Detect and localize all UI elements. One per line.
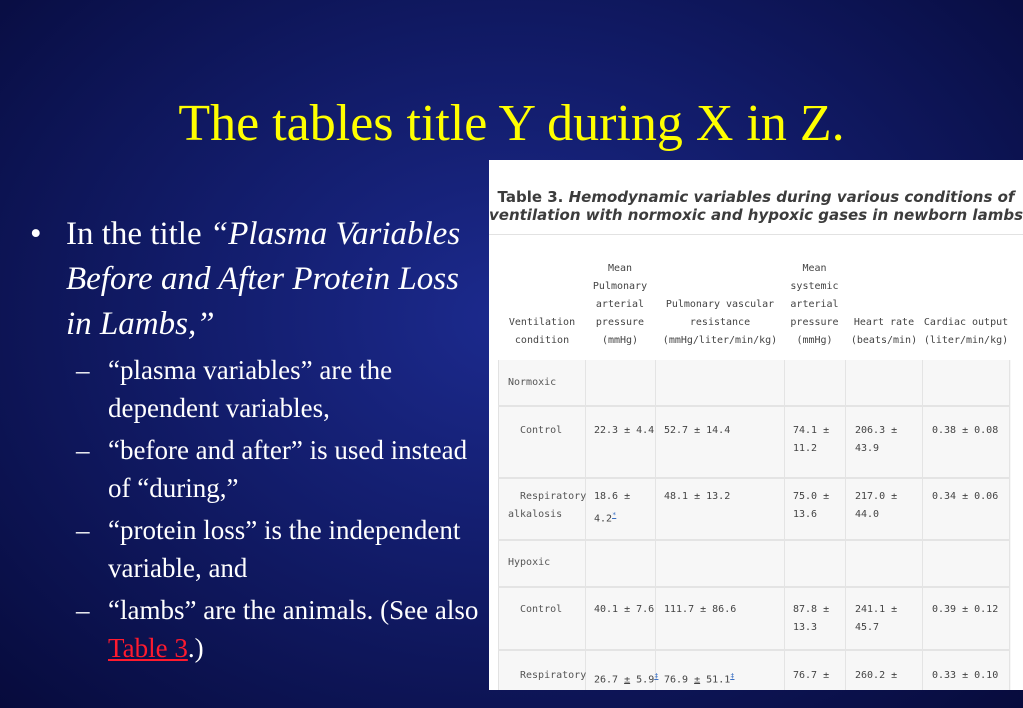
cell-heart-rate: 206.3 ± 43.9 [855, 425, 898, 454]
main-bullet-prefix: In the title [66, 216, 210, 252]
table-body [498, 360, 1011, 690]
dash-marker: – [76, 355, 90, 385]
row-divider [498, 539, 1010, 541]
sub-bullet [28, 351, 488, 427]
cell-heart-rate: 260.2 ± [855, 670, 898, 681]
cell-heart-rate: 217.0 ± 44.0 [855, 491, 898, 520]
row-label-respiratory: Respiratory [520, 670, 587, 681]
row-divider [498, 586, 1010, 588]
caption-divider [489, 234, 1023, 235]
column-header-vascular-resistance: Pulmonary vascular resistance (mmHg/liter/min/kg) [662, 299, 778, 346]
dash-marker: – [76, 595, 90, 625]
table-3-link[interactable]: Table 3 [108, 633, 188, 663]
sub-bullet-text: “plasma variables” are the dependent variables, [108, 355, 393, 423]
table-screenshot [489, 160, 1023, 690]
cell-pulmonary-pressure: 26.7 ± 5.9‡ [594, 672, 659, 686]
dash-marker: – [76, 515, 90, 545]
column-header-ventilation: Ventilation condition [508, 317, 576, 346]
cell-vascular-resistance: 111.7 ± 86.6 [664, 604, 737, 615]
row-divider [498, 405, 1010, 407]
column-divider [654, 360, 659, 690]
column-divider [845, 360, 846, 690]
sub-bullet-text: “protein loss” is the independent variable, and [108, 515, 461, 583]
cell-systemic-pressure: 75.0 ± 13.6 [793, 491, 830, 520]
column-header-heart-rate: Heart rate (beats/min) [850, 317, 918, 346]
cell-vascular-resistance: 48.1 ± 13.2 [664, 491, 731, 502]
sub-bullet [28, 511, 488, 587]
cell-systemic-pressure: 74.1 ± 11.2 [793, 425, 830, 454]
sub-bullet-text: “before and after” is used instead of “during,” [108, 435, 468, 503]
column-header-cardiac-output: Cardiac output (liter/min/kg) [923, 317, 1009, 346]
cell-cardiac-output: 0.39 ± 0.12 [932, 604, 999, 615]
main-bullet-title-quote: “Plasma Variables Before and After Protein Loss in Lambs,” [66, 216, 461, 342]
column-divider [1009, 360, 1010, 690]
row-divider [498, 649, 1010, 651]
row-label-control: Control [520, 425, 563, 436]
column-header-systemic-pressure: Mean systemic arterial pressure (mmHg) [790, 263, 839, 346]
row-divider [498, 477, 1010, 479]
cell-pulmonary-pressure: 40.1 ± 7.6 [594, 604, 655, 615]
cell-systemic-pressure: 76.7 ± [793, 670, 830, 681]
cell-pulmonary-pressure: 22.3 ± 4.4 [594, 425, 655, 436]
footnote-double-dagger-link[interactable]: ‡ [730, 672, 735, 680]
cell-vascular-resistance: 52.7 ± 14.4 [664, 425, 731, 436]
column-header-pulmonary-pressure: Mean Pulmonary arterial pressure (mmHg) [592, 263, 648, 346]
sub-bullet [28, 591, 488, 667]
row-label-respiratory-alkalosis: Respiratory alkalosis [508, 491, 587, 520]
column-divider [784, 360, 785, 690]
cell-cardiac-output: 0.38 ± 0.08 [932, 425, 999, 436]
cell-cardiac-output: 0.33 ± 0.10 [932, 670, 999, 681]
group-label-normoxic: Normoxic [508, 377, 557, 388]
cell-pulmonary-pressure: 18.6 ± 4.2* [594, 491, 631, 525]
dash-marker: – [76, 435, 90, 465]
table-caption [489, 188, 1023, 224]
cell-vascular-resistance: 76.9 ± 51.1‡ [664, 672, 735, 686]
main-bullet [28, 212, 488, 347]
cell-systemic-pressure: 87.8 ± 13.3 [793, 604, 830, 633]
footnote-double-dagger-link[interactable]: ‡ [654, 672, 659, 680]
column-divider [585, 360, 586, 690]
sub-bullet [28, 431, 488, 507]
bullet-marker: • [30, 216, 42, 252]
cell-cardiac-output: 0.34 ± 0.06 [932, 491, 999, 502]
table-caption-label: Table 3. [497, 188, 569, 206]
row-label-control: Control [520, 604, 563, 615]
footnote-asterisk-link[interactable]: * [612, 511, 617, 519]
table-caption-text: Hemodynamic variables during various conditions of ventilation with normoxic and hypoxic gases in newborn lambs [489, 188, 1023, 224]
group-label-hypoxic: Hypoxic [508, 557, 551, 568]
column-divider [922, 360, 923, 690]
slide-title: The tables title Y during X in Z. [178, 95, 845, 152]
sub-bullet-prefix: “lambs” are the animals. (See also [108, 595, 479, 625]
cell-heart-rate: 241.1 ± 45.7 [855, 604, 898, 633]
bullet-list [28, 212, 488, 667]
sub-bullet-suffix: .) [187, 633, 204, 663]
